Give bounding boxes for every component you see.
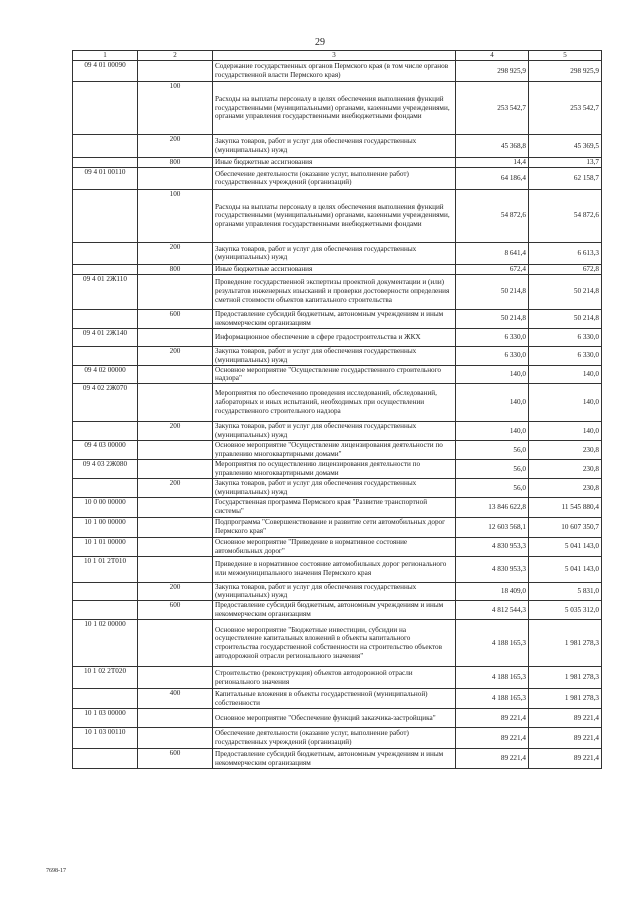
table-row xyxy=(73,328,602,346)
row-amount-year-2: 6 330,0 xyxy=(529,328,602,346)
row-name: Закупка товаров, работ и услуг для обеспечения государственных (муниципальных) нужд xyxy=(213,479,456,498)
row-expense-type: 600 xyxy=(138,601,213,620)
row-name: Закупка товаров, работ и услуг для обеспечения государственных (муниципальных) нужд xyxy=(213,422,456,441)
row-code: 10 1 03 00000 xyxy=(73,709,138,728)
row-amount-year-1: 14,4 xyxy=(456,158,529,168)
row-amount-year-1: 89 221,4 xyxy=(456,728,529,749)
row-name: Приведение в нормативное состояние автомобильных дорог регионального или межмуниципального значения Пермского края xyxy=(213,556,456,582)
table-row xyxy=(73,667,602,689)
row-amount-year-2: 89 221,4 xyxy=(529,709,602,728)
row-name: Иные бюджетные ассигнования xyxy=(213,264,456,274)
row-amount-year-2: 230,8 xyxy=(529,441,602,460)
table-row xyxy=(73,749,602,769)
row-code xyxy=(73,264,138,274)
row-expense-type xyxy=(138,537,213,556)
row-name: Основное мероприятие "Обеспечение функций заказчика-застройщика" xyxy=(213,709,456,728)
row-amount-year-2: 5 041 143,0 xyxy=(529,537,602,556)
table-row xyxy=(73,167,602,189)
row-code: 09 4 03 00000 xyxy=(73,441,138,460)
table-row xyxy=(73,365,602,384)
row-code xyxy=(73,749,138,769)
row-amount-year-2: 50 214,8 xyxy=(529,309,602,328)
row-amount-year-1: 4 830 953,3 xyxy=(456,556,529,582)
table-row xyxy=(73,346,602,365)
row-code xyxy=(73,189,138,242)
row-expense-type xyxy=(138,365,213,384)
row-expense-type: 800 xyxy=(138,264,213,274)
row-amount-year-1: 45 368,8 xyxy=(456,135,529,158)
row-amount-year-2: 5 035 312,0 xyxy=(529,601,602,620)
row-name: Основное мероприятие "Осуществление государственного строительного надзора" xyxy=(213,365,456,384)
row-amount-year-1: 18 409,0 xyxy=(456,582,529,601)
row-amount-year-2: 89 221,4 xyxy=(529,749,602,769)
row-expense-type xyxy=(138,517,213,537)
row-amount-year-2: 140,0 xyxy=(529,384,602,422)
row-name: Основное мероприятие "Осуществление лицензирования деятельности по управлению многоквартирными домами" xyxy=(213,441,456,460)
row-expense-type xyxy=(138,620,213,667)
row-name: Закупка товаров, работ и услуг для обеспечения государственных (муниципальных) нужд xyxy=(213,242,456,264)
row-amount-year-1: 50 214,8 xyxy=(456,309,529,328)
row-amount-year-2: 140,0 xyxy=(529,422,602,441)
row-amount-year-1: 140,0 xyxy=(456,365,529,384)
row-expense-type: 400 xyxy=(138,689,213,709)
row-name: Закупка товаров, работ и услуг для обеспечения государственных (муниципальных) нужд xyxy=(213,346,456,365)
row-amount-year-2: 89 221,4 xyxy=(529,728,602,749)
row-expense-type: 600 xyxy=(138,749,213,769)
row-name: Государственная программа Пермского края "Развитие транспортной системы" xyxy=(213,497,456,517)
row-amount-year-1: 4 830 953,3 xyxy=(456,537,529,556)
table-row xyxy=(73,422,602,441)
row-code: 10 1 02 2Т020 xyxy=(73,667,138,689)
row-amount-year-1: 89 221,4 xyxy=(456,749,529,769)
row-amount-year-1: 13 846 622,8 xyxy=(456,497,529,517)
row-code: 10 0 00 00000 xyxy=(73,497,138,517)
row-name: Основное мероприятие "Бюджетные инвестиции, субсидии на осуществление капитальных вложений в объекты капитального строительства государственной собственности на строительство объектов автодорожной отрасли регионального значения" xyxy=(213,620,456,667)
footer-document-code: 7698-17 xyxy=(46,868,66,874)
row-code xyxy=(73,479,138,498)
row-code xyxy=(73,601,138,620)
row-name: Обеспечение деятельности (оказание услуг, выполнение работ) государственных учреждений (организаций) xyxy=(213,167,456,189)
row-expense-type: 200 xyxy=(138,582,213,601)
row-name: Обеспечение деятельности (оказание услуг, выполнение работ) государственных учреждений (организаций) xyxy=(213,728,456,749)
table-row xyxy=(73,497,602,517)
row-code xyxy=(73,309,138,328)
row-amount-year-1: 4 188 165,3 xyxy=(456,620,529,667)
row-name: Мероприятия по обеспечению проведения исследований, обследований, лабораторных и иных испытаний, необходимых при осуществлении государственного строительного надзора xyxy=(213,384,456,422)
row-name: Закупка товаров, работ и услуг для обеспечения государственных (муниципальных) нужд xyxy=(213,135,456,158)
row-amount-year-1: 253 542,7 xyxy=(456,82,529,135)
table-row xyxy=(73,689,602,709)
row-amount-year-1: 4 188 165,3 xyxy=(456,667,529,689)
row-name: Информационное обеспечение в сфере градостроительства и ЖКХ xyxy=(213,328,456,346)
row-code xyxy=(73,422,138,441)
column-header-1: 1 xyxy=(73,51,138,61)
row-expense-type xyxy=(138,274,213,309)
row-code: 09 4 02 00000 xyxy=(73,365,138,384)
row-name: Мероприятия по осуществлению лицензирования деятельности по управлению многоквартирными домами xyxy=(213,460,456,479)
row-code xyxy=(73,582,138,601)
table-row xyxy=(73,309,602,328)
row-amount-year-2: 10 607 350,7 xyxy=(529,517,602,537)
row-amount-year-1: 56,0 xyxy=(456,479,529,498)
row-name: Содержание государственных органов Пермского края (в том числе органов государственной власти Пермского края) xyxy=(213,61,456,82)
row-name: Подпрограмма "Совершенствование и развитие сети автомобильных дорог Пермского края" xyxy=(213,517,456,537)
row-code xyxy=(73,158,138,168)
row-amount-year-2: 1 981 278,3 xyxy=(529,620,602,667)
table-header-row xyxy=(73,51,602,61)
row-amount-year-1: 672,4 xyxy=(456,264,529,274)
row-amount-year-1: 12 603 568,1 xyxy=(456,517,529,537)
row-amount-year-1: 140,0 xyxy=(456,384,529,422)
row-name: Закупка товаров, работ и услуг для обеспечения государственных (муниципальных) нужд xyxy=(213,582,456,601)
row-code xyxy=(73,242,138,264)
row-code: 09 4 01 00110 xyxy=(73,167,138,189)
row-expense-type xyxy=(138,667,213,689)
row-amount-year-1: 64 186,4 xyxy=(456,167,529,189)
table-row xyxy=(73,441,602,460)
row-name: Предоставление субсидий бюджетным, автономным учреждениям и иным некоммерческим организациям xyxy=(213,749,456,769)
row-expense-type: 800 xyxy=(138,158,213,168)
row-code: 09 4 01 2Ж140 xyxy=(73,328,138,346)
row-amount-year-2: 62 158,7 xyxy=(529,167,602,189)
row-code: 10 1 00 00000 xyxy=(73,517,138,537)
row-expense-type xyxy=(138,441,213,460)
row-code: 10 1 01 00000 xyxy=(73,537,138,556)
row-expense-type xyxy=(138,61,213,82)
table-row xyxy=(73,82,602,135)
row-amount-year-1: 8 641,4 xyxy=(456,242,529,264)
row-amount-year-1: 56,0 xyxy=(456,441,529,460)
row-code: 10 1 03 00110 xyxy=(73,728,138,749)
row-amount-year-2: 45 369,5 xyxy=(529,135,602,158)
row-code xyxy=(73,689,138,709)
row-amount-year-2: 230,8 xyxy=(529,460,602,479)
row-name: Расходы на выплаты персоналу в целях обеспечения выполнения функций государственными (муниципальными) органами, казенными учреждениями, органами управления государственными внебюджетными фондами xyxy=(213,189,456,242)
row-expense-type: 100 xyxy=(138,189,213,242)
table-row xyxy=(73,384,602,422)
table-row xyxy=(73,135,602,158)
row-code: 10 1 01 2Т010 xyxy=(73,556,138,582)
row-expense-type xyxy=(138,497,213,517)
row-amount-year-2: 50 214,8 xyxy=(529,274,602,309)
row-amount-year-1: 54 872,6 xyxy=(456,189,529,242)
row-amount-year-1: 6 330,0 xyxy=(456,346,529,365)
row-amount-year-2: 253 542,7 xyxy=(529,82,602,135)
row-name: Предоставление субсидий бюджетным, автономным учреждениям и иным некоммерческим организациям xyxy=(213,601,456,620)
page-number: 29 xyxy=(315,37,325,48)
row-amount-year-2: 230,8 xyxy=(529,479,602,498)
row-expense-type: 600 xyxy=(138,309,213,328)
table-row xyxy=(73,189,602,242)
row-expense-type: 200 xyxy=(138,242,213,264)
row-expense-type xyxy=(138,709,213,728)
table-row xyxy=(73,556,602,582)
table-row xyxy=(73,601,602,620)
table-row xyxy=(73,517,602,537)
row-amount-year-1: 4 188 165,3 xyxy=(456,689,529,709)
row-amount-year-2: 1 981 278,3 xyxy=(529,689,602,709)
row-code: 10 1 02 00000 xyxy=(73,620,138,667)
budget-table-body xyxy=(73,51,602,769)
column-header-3: 3 xyxy=(213,51,456,61)
row-expense-type xyxy=(138,167,213,189)
row-amount-year-2: 6 613,3 xyxy=(529,242,602,264)
row-expense-type: 200 xyxy=(138,479,213,498)
row-code: 09 4 01 00090 xyxy=(73,61,138,82)
row-name: Иные бюджетные ассигнования xyxy=(213,158,456,168)
row-code xyxy=(73,135,138,158)
row-amount-year-1: 50 214,8 xyxy=(456,274,529,309)
row-expense-type: 200 xyxy=(138,346,213,365)
table-row xyxy=(73,537,602,556)
row-amount-year-2: 6 330,0 xyxy=(529,346,602,365)
row-name: Расходы на выплаты персоналу в целях обеспечения выполнения функций государственными (муниципальными) органами, казенными учреждениями, органами управления государственными внебюджетными фондами xyxy=(213,82,456,135)
row-expense-type xyxy=(138,328,213,346)
row-amount-year-2: 13,7 xyxy=(529,158,602,168)
row-expense-type: 100 xyxy=(138,82,213,135)
table-row xyxy=(73,582,602,601)
row-name: Основное мероприятие "Приведение в нормативное состояние автомобильных дорог" xyxy=(213,537,456,556)
table-row xyxy=(73,460,602,479)
row-expense-type xyxy=(138,556,213,582)
table-row xyxy=(73,274,602,309)
row-amount-year-1: 140,0 xyxy=(456,422,529,441)
row-code: 09 4 03 2Ж080 xyxy=(73,460,138,479)
table-row xyxy=(73,728,602,749)
table-row xyxy=(73,242,602,264)
row-amount-year-2: 298 925,9 xyxy=(529,61,602,82)
row-name: Предоставление субсидий бюджетным, автономным учреждениям и иным некоммерческим организациям xyxy=(213,309,456,328)
row-amount-year-2: 11 545 880,4 xyxy=(529,497,602,517)
row-code: 09 4 02 2Ж070 xyxy=(73,384,138,422)
budget-table xyxy=(72,50,602,769)
row-amount-year-2: 5 041 143,0 xyxy=(529,556,602,582)
row-amount-year-1: 298 925,9 xyxy=(456,61,529,82)
row-expense-type: 200 xyxy=(138,135,213,158)
column-header-5: 5 xyxy=(529,51,602,61)
row-amount-year-2: 140,0 xyxy=(529,365,602,384)
row-code xyxy=(73,346,138,365)
row-amount-year-2: 672,8 xyxy=(529,264,602,274)
table-row xyxy=(73,709,602,728)
row-amount-year-1: 56,0 xyxy=(456,460,529,479)
row-expense-type xyxy=(138,728,213,749)
row-name: Проведение государственной экспертизы проектной документации и (или) результатов инженерных изысканий и проверки достоверности определения сметной стоимости объектов капитального строительства xyxy=(213,274,456,309)
row-expense-type xyxy=(138,384,213,422)
row-amount-year-1: 4 812 544,3 xyxy=(456,601,529,620)
column-header-4: 4 xyxy=(456,51,529,61)
row-amount-year-1: 89 221,4 xyxy=(456,709,529,728)
row-amount-year-1: 6 330,0 xyxy=(456,328,529,346)
row-amount-year-2: 54 872,6 xyxy=(529,189,602,242)
row-amount-year-2: 1 981 278,3 xyxy=(529,667,602,689)
table-row xyxy=(73,479,602,498)
table-row xyxy=(73,264,602,274)
row-code: 09 4 01 2Ж110 xyxy=(73,274,138,309)
table-row xyxy=(73,620,602,667)
column-header-2: 2 xyxy=(138,51,213,61)
row-amount-year-2: 5 831,0 xyxy=(529,582,602,601)
row-code xyxy=(73,82,138,135)
table-row xyxy=(73,61,602,82)
row-expense-type xyxy=(138,460,213,479)
row-expense-type: 200 xyxy=(138,422,213,441)
row-name: Капитальные вложения в объекты государственной (муниципальной) собственности xyxy=(213,689,456,709)
table-row xyxy=(73,158,602,168)
row-name: Строительство (реконструкция) объектов автодорожной отрасли регионального значения xyxy=(213,667,456,689)
